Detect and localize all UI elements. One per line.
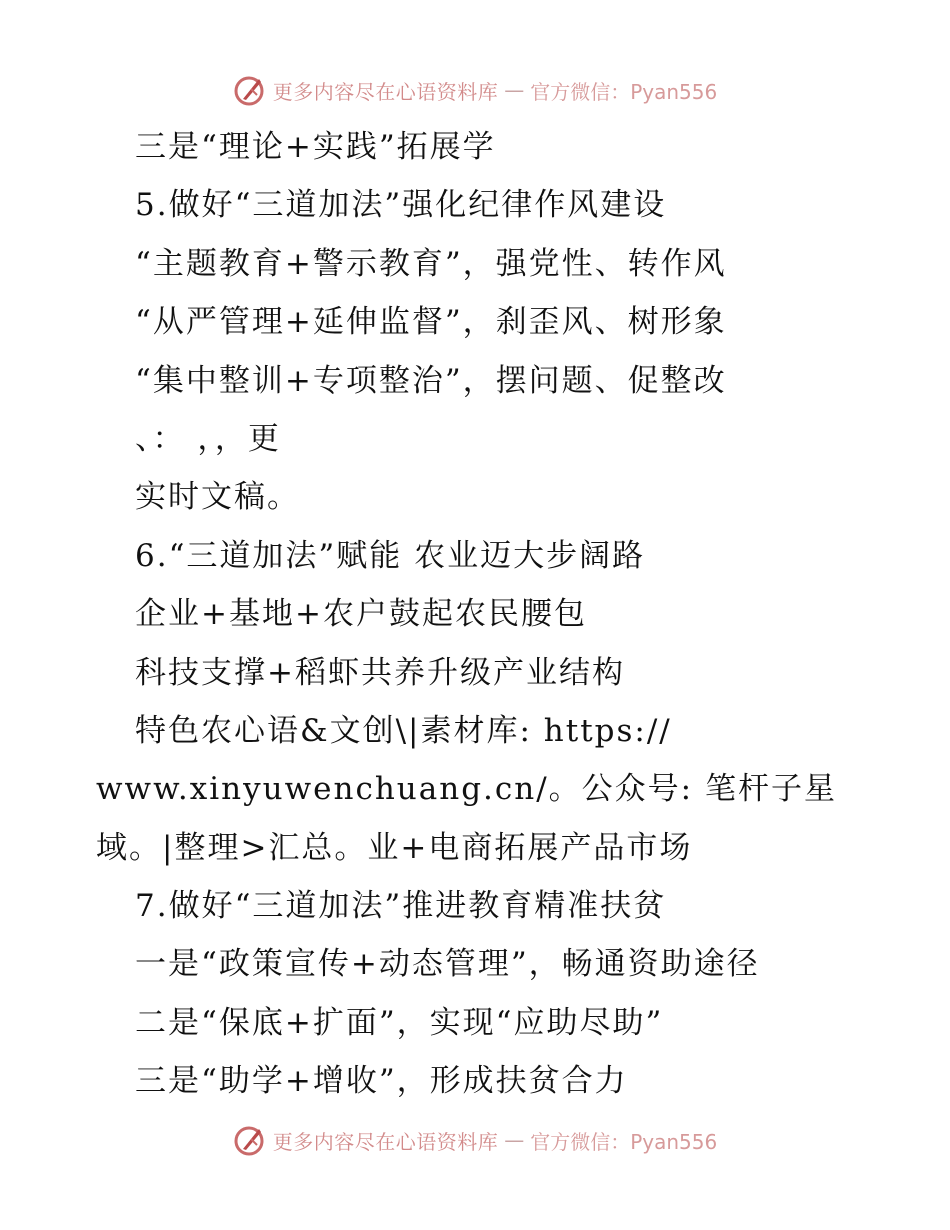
text-line: 二是“保底+扩面”，实现“应助尽助” bbox=[135, 1004, 664, 1041]
footer-watermark bbox=[0, 1120, 950, 1160]
text-line: 企业+基地+农户鼓起农民腰包 bbox=[135, 596, 587, 633]
watermark-text: 更多内容尽在心语资料库 bbox=[272, 79, 499, 104]
text-line: 科技支撑+稻虾共养升级产业结构 bbox=[135, 654, 625, 691]
watermark-separator: — bbox=[504, 1128, 525, 1152]
section-heading: 6.“三道加法”赋能 农业迈大步阔路 bbox=[135, 537, 646, 574]
watermark-separator: — bbox=[504, 78, 525, 102]
text-line: 三是“理论+实践”拓展学 bbox=[135, 129, 496, 165]
section-heading: 5.做好“三道加法”强化纪律作风建设 bbox=[135, 187, 667, 224]
section-heading: 7.做好“三道加法”推进教育精准扶贫 bbox=[135, 888, 667, 925]
watermark-text: 更多内容尽在心语资料库 bbox=[272, 1129, 499, 1154]
text-line: www.xinyuwenchuang.cn/。公众号: 笔杆子星 bbox=[96, 771, 837, 808]
watermark-contact: 官方微信：Pyan556 bbox=[530, 1129, 718, 1154]
text-line: “集中整训+专项整治”，摆问题、促整改 bbox=[135, 362, 727, 399]
header-watermark bbox=[0, 70, 950, 110]
text-line: 实时文稿。 bbox=[135, 479, 300, 516]
quill-logo-icon bbox=[233, 73, 267, 107]
text-line: “从严管理+延伸监督”，刹歪风、树形象 bbox=[135, 304, 727, 341]
quill-logo-icon bbox=[233, 1123, 267, 1157]
watermark-contact: 官方微信：Pyan556 bbox=[530, 79, 718, 104]
text-line: 、： ，，更 bbox=[135, 420, 281, 457]
text-line: “主题教育+警示教育”，强党性、转作风 bbox=[135, 245, 727, 282]
text-line: 三是“助学+增收”，形成扶贫合力 bbox=[135, 1063, 628, 1100]
document-body bbox=[0, 118, 950, 1111]
text-line: 特色农心语&文创\|素材库: https:// bbox=[135, 712, 672, 749]
text-line: 一是“政策宣传+动态管理”，畅通资助途径 bbox=[135, 946, 760, 983]
text-line: 域。|整理>汇总。业+电商拓展产品市场 bbox=[96, 829, 693, 866]
